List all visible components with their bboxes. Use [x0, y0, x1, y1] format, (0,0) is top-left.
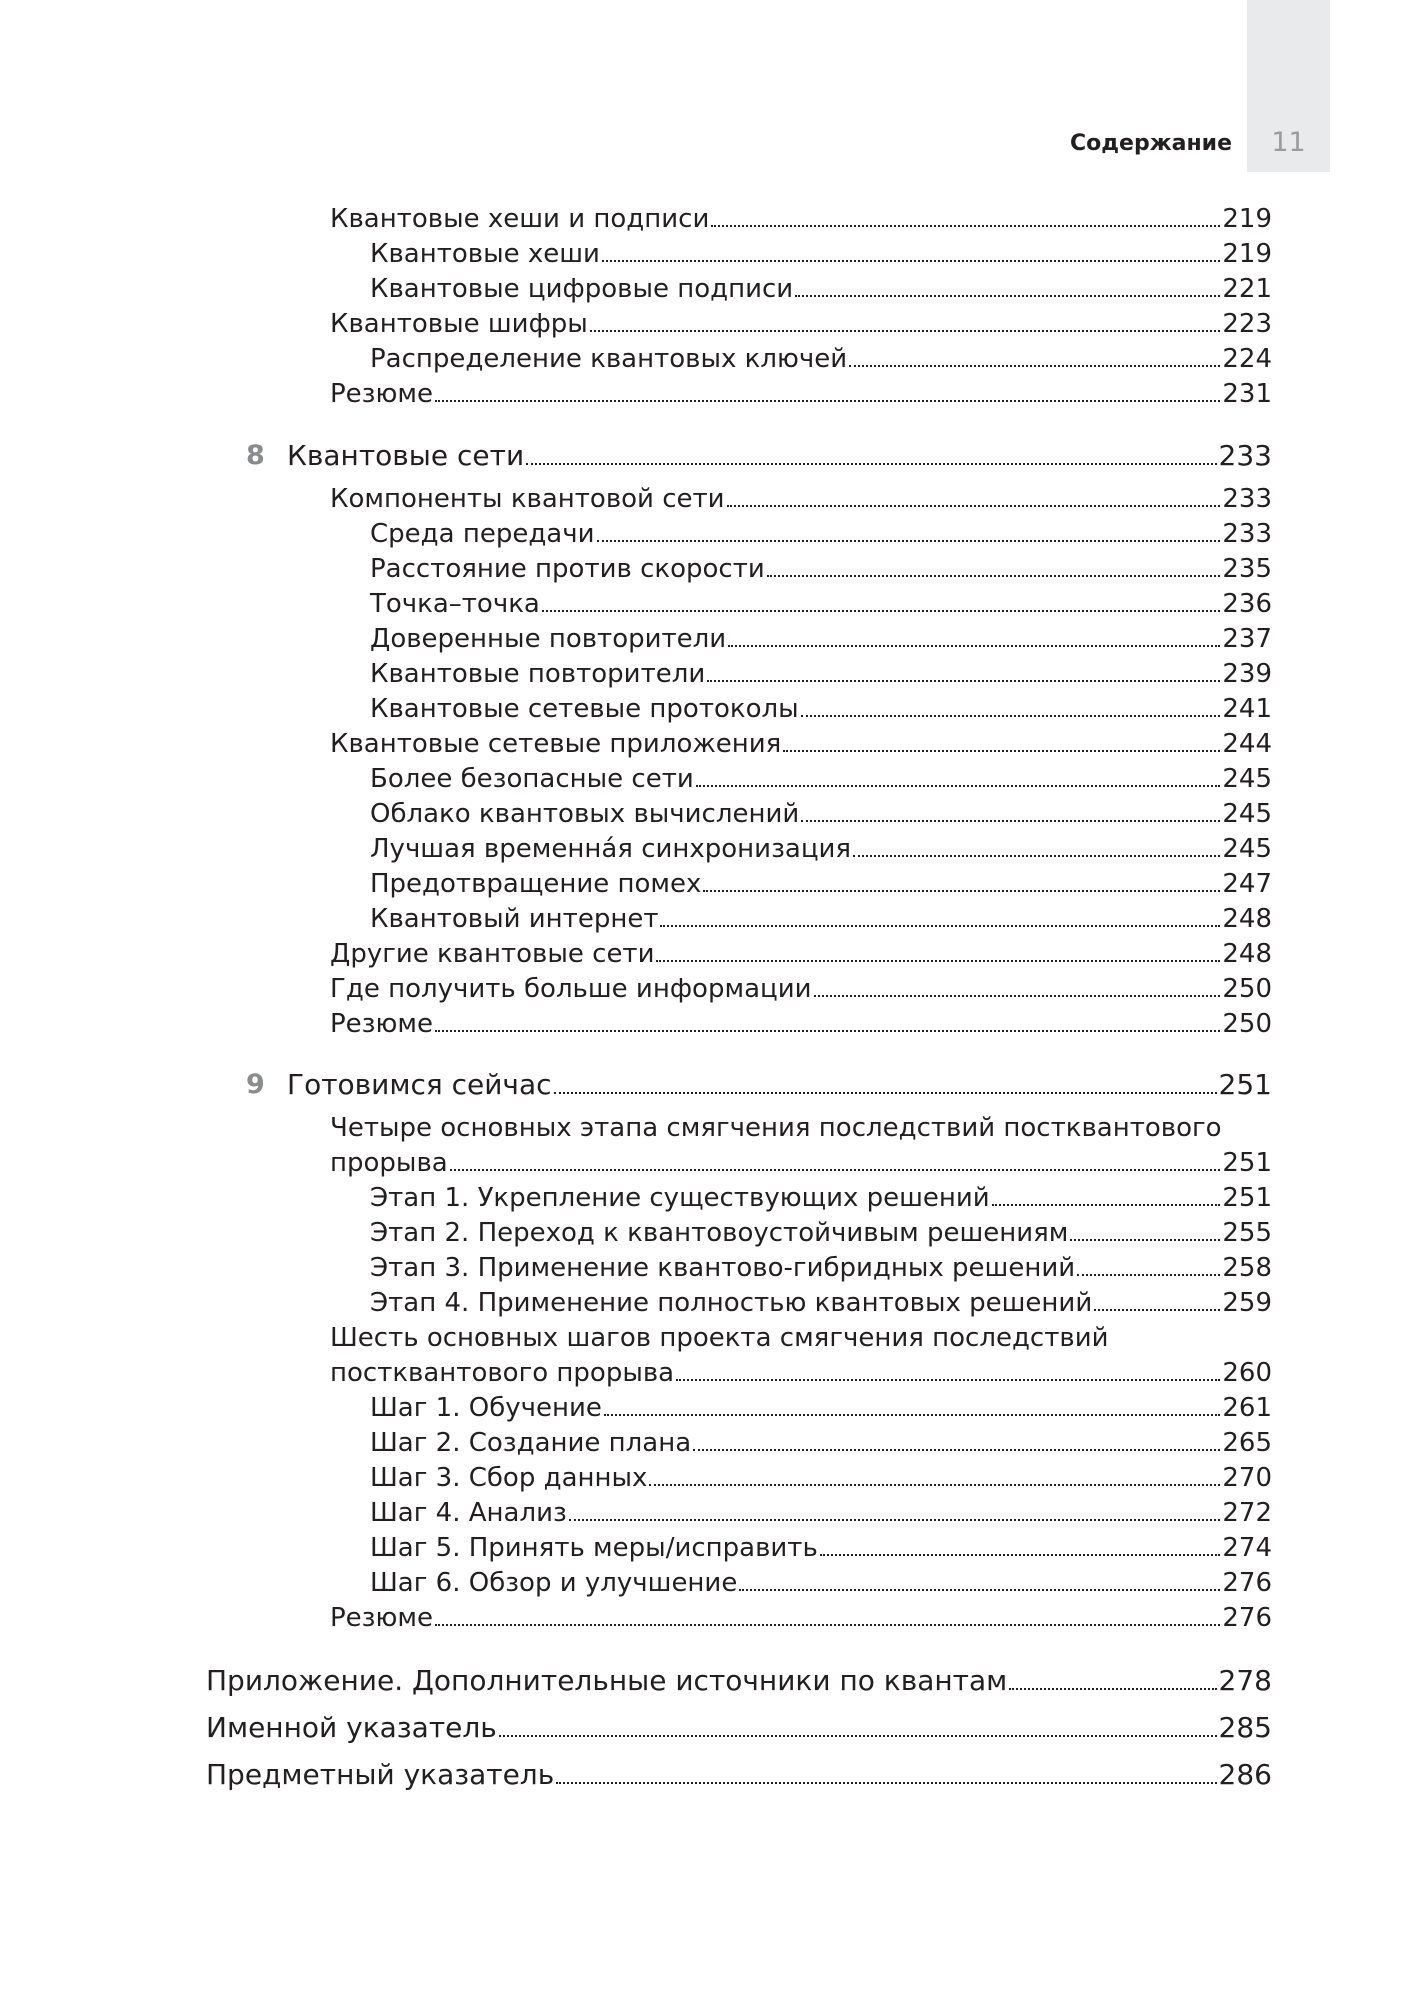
- toc-entry[interactable]: [370, 1391, 1272, 1425]
- toc-entry[interactable]: [330, 1601, 1272, 1635]
- toc-leader: [676, 1379, 1220, 1381]
- toc-entry[interactable]: [370, 622, 1272, 656]
- toc-leader: [1009, 1688, 1216, 1690]
- toc-entry-page: 233: [1222, 484, 1272, 514]
- toc-entry-title: Готовимся сейчас: [287, 1068, 552, 1101]
- toc-entry-title: Именной указатель: [206, 1711, 497, 1744]
- toc-entry-page: 245: [1222, 764, 1272, 794]
- toc-entry[interactable]: [370, 692, 1272, 726]
- toc-leader: [450, 1169, 1221, 1171]
- toc-leader: [820, 1554, 1221, 1556]
- toc-entry-page: 245: [1222, 834, 1272, 864]
- toc-entry-title: Резюме: [330, 379, 433, 409]
- toc-leader: [853, 855, 1220, 857]
- toc-entry[interactable]: [370, 832, 1272, 866]
- toc-entry-title: Распределение квантовых ключей: [370, 344, 848, 374]
- toc-entry-title: Шаг 1. Обучение: [370, 1393, 602, 1423]
- toc-entry-page: 223: [1222, 309, 1272, 339]
- toc-chapter-entry[interactable]: [287, 438, 1272, 474]
- toc-entry-page: 251: [1222, 1183, 1272, 1213]
- toc-leader: [992, 1204, 1221, 1206]
- toc-entry-page: 245: [1222, 799, 1272, 829]
- toc-entry-title: Облако квантовых вычислений: [370, 799, 800, 829]
- toc-entry[interactable]: [330, 377, 1272, 411]
- toc-entry-title: Приложение. Дополнительные источники по квантам: [206, 1664, 1008, 1697]
- toc-leader: [739, 1589, 1220, 1591]
- toc-entry-title: Квантовые шифры: [330, 309, 588, 339]
- toc-entry-page: 285: [1218, 1711, 1272, 1744]
- toc-leader: [727, 505, 1221, 507]
- toc-entry-page: 248: [1222, 939, 1272, 969]
- toc-entry-page: 219: [1222, 239, 1272, 269]
- toc-leader: [814, 995, 1221, 997]
- toc-backmatter-entry[interactable]: [206, 1663, 1272, 1699]
- toc-leader: [728, 645, 1220, 647]
- toc-entry-page: 251: [1218, 1068, 1272, 1101]
- toc-entry-page: 259: [1222, 1288, 1272, 1318]
- toc-leader: [703, 890, 1220, 892]
- toc-entry-page: 239: [1222, 659, 1272, 689]
- toc-entry-page: 251: [1222, 1148, 1272, 1178]
- toc-entry-title: Среда передачи: [370, 519, 595, 549]
- toc-leader: [795, 295, 1220, 297]
- toc-entry-page: 233: [1222, 519, 1272, 549]
- toc-leader: [801, 820, 1220, 822]
- toc-entry[interactable]: [370, 1251, 1272, 1285]
- toc-leader: [649, 1484, 1220, 1486]
- toc-entry-page: 274: [1222, 1533, 1272, 1563]
- toc-entry-title: Расстояние против скорости: [370, 554, 765, 584]
- toc-entry[interactable]: [370, 902, 1272, 936]
- toc-entry[interactable]: [370, 1566, 1272, 1600]
- toc-leader: [801, 715, 1221, 717]
- toc-entry-page: 286: [1218, 1758, 1272, 1791]
- toc-entry-page: 233: [1218, 439, 1272, 472]
- toc-entry-page: 255: [1222, 1218, 1272, 1248]
- toc-leader: [542, 610, 1221, 612]
- toc-entry-title: Шаг 5. Принять меры/исправить: [370, 1533, 818, 1563]
- toc-entry[interactable]: [330, 972, 1272, 1006]
- toc-entry-page: 276: [1222, 1603, 1272, 1633]
- toc-entry-title: Резюме: [330, 1009, 433, 1039]
- toc-entry-title: Шаг 4. Анализ: [370, 1498, 567, 1528]
- toc-entry-page: 261: [1222, 1393, 1272, 1423]
- toc-leader: [499, 1735, 1217, 1737]
- toc-entry-page: 236: [1222, 589, 1272, 619]
- toc-leader: [849, 365, 1220, 367]
- toc-leader: [1077, 1274, 1220, 1276]
- toc-entry[interactable]: [330, 1356, 1272, 1390]
- toc-leader: [435, 1030, 1220, 1032]
- toc-leader: [604, 1414, 1220, 1416]
- toc-entry[interactable]: [330, 482, 1272, 516]
- toc-leader: [435, 400, 1220, 402]
- toc-entry[interactable]: [370, 272, 1272, 306]
- toc-entry[interactable]: [370, 1216, 1272, 1250]
- toc-entry-page: 248: [1222, 904, 1272, 934]
- toc-entry-page: 235: [1222, 554, 1272, 584]
- toc-leader: [711, 225, 1220, 227]
- toc-leader: [597, 540, 1221, 542]
- toc-entry-page: 270: [1222, 1463, 1272, 1493]
- toc-entry-page: 258: [1222, 1253, 1272, 1283]
- toc-leader: [693, 1449, 1220, 1451]
- toc-entry-title: Компоненты квантовой сети: [330, 484, 725, 514]
- toc-entry-title: Шаг 3. Сбор данных: [370, 1463, 648, 1493]
- toc-leader: [435, 1624, 1220, 1626]
- toc-entry-title-line1: Четыре основных этапа смягчения последствий постквантового: [330, 1113, 1222, 1143]
- toc-entry-page: 260: [1222, 1358, 1272, 1388]
- toc-entry-title: постквантового прорыва: [330, 1358, 675, 1388]
- toc-entry-title: Доверенные повторители: [370, 624, 727, 654]
- toc-entry-page: 241: [1222, 694, 1272, 724]
- toc-entry[interactable]: [370, 552, 1272, 586]
- toc-entry[interactable]: [370, 1286, 1272, 1320]
- toc-leader: [556, 1782, 1216, 1784]
- toc-entry-title: Предметный указатель: [206, 1758, 555, 1791]
- toc-entry[interactable]: [330, 727, 1272, 761]
- toc-leader: [656, 960, 1220, 962]
- toc-entry[interactable]: [330, 1007, 1272, 1041]
- toc-entry-page: 231: [1222, 379, 1272, 409]
- toc-entry[interactable]: [370, 1426, 1272, 1460]
- toc-entry-page: 276: [1222, 1568, 1272, 1598]
- toc-leader: [526, 463, 1216, 465]
- toc-leader: [569, 1519, 1221, 1521]
- toc-entry-title: Квантовые повторители: [370, 659, 706, 689]
- toc-entry-title: Шаг 6. Обзор и улучшение: [370, 1568, 738, 1598]
- toc-entry[interactable]: [370, 657, 1272, 691]
- toc-entry-title: Этап 3. Применение квантово-гибридных решений: [370, 1253, 1076, 1283]
- toc-entry-title: Этап 2. Переход к квантовоустойчивым решениям: [370, 1218, 1069, 1248]
- toc-leader: [707, 680, 1220, 682]
- toc-entry-page: 224: [1222, 344, 1272, 374]
- toc-backmatter-entry[interactable]: [206, 1710, 1272, 1746]
- toc-entry[interactable]: [370, 342, 1272, 376]
- toc-entry-page: 272: [1222, 1498, 1272, 1528]
- toc-entry[interactable]: [370, 1181, 1272, 1215]
- toc-entry[interactable]: [370, 1461, 1272, 1495]
- toc-leader: [1070, 1239, 1220, 1241]
- toc-entry-title: Квантовые сетевые протоколы: [370, 694, 799, 724]
- toc-entry[interactable]: [370, 517, 1272, 551]
- toc-leader: [602, 260, 1220, 262]
- toc-entry-title: Квантовые сетевые приложения: [330, 729, 782, 759]
- toc-entry-title: Точка–точка: [370, 589, 540, 619]
- toc-chapter-entry[interactable]: [287, 1067, 1272, 1103]
- toc-entry-page: 219: [1222, 204, 1272, 234]
- toc-leader: [1094, 1309, 1220, 1311]
- toc-leader: [554, 1092, 1217, 1094]
- toc-entry-page: 237: [1222, 624, 1272, 654]
- toc-entry-title: Квантовые сети: [287, 439, 525, 472]
- toc-entry-page: 250: [1222, 1009, 1272, 1039]
- chapter-number: 8: [246, 440, 265, 471]
- toc-leader: [696, 785, 1221, 787]
- toc-leader: [590, 330, 1221, 332]
- toc-entry-title: Этап 1. Укрепление существующих решений: [370, 1183, 990, 1213]
- running-head: Содержание: [1070, 131, 1232, 156]
- toc-entry-title: Шаг 2. Создание плана: [370, 1428, 692, 1458]
- toc-entry[interactable]: [370, 1531, 1272, 1565]
- toc-entry-title: Резюме: [330, 1603, 433, 1633]
- toc-entry[interactable]: [370, 587, 1272, 621]
- toc-entry[interactable]: [370, 797, 1272, 831]
- toc-entry-page: 278: [1218, 1664, 1272, 1697]
- toc-entry-page: 265: [1222, 1428, 1272, 1458]
- toc-entry-page: 247: [1222, 869, 1272, 899]
- toc-entry-title: Другие квантовые сети: [330, 939, 655, 969]
- toc-entry[interactable]: [370, 867, 1272, 901]
- toc-leader: [660, 925, 1220, 927]
- toc-entry-title: Лучшая временна́я синхронизация: [370, 834, 852, 864]
- toc-leader: [767, 575, 1221, 577]
- toc-entry-title: прорыва: [330, 1148, 448, 1178]
- toc-entry-title: Квантовые хеши: [370, 239, 600, 269]
- toc-entry-title: Где получить больше информации: [330, 974, 812, 1004]
- toc-entry[interactable]: [330, 1146, 1272, 1180]
- toc-entry[interactable]: [370, 1496, 1272, 1530]
- toc-entry-title: Квантовый интернет: [370, 904, 659, 934]
- toc-entry-title-line1: Шесть основных шагов проекта смягчения последствий: [330, 1323, 1109, 1353]
- chapter-number: 9: [246, 1069, 265, 1100]
- toc-entry[interactable]: [330, 307, 1272, 341]
- toc-backmatter-entry[interactable]: [206, 1757, 1272, 1793]
- toc-entry-page: 244: [1222, 729, 1272, 759]
- toc-entry-title: Квантовые хеши и подписи: [330, 204, 710, 234]
- toc-entry[interactable]: [370, 237, 1272, 271]
- toc-entry[interactable]: [330, 202, 1272, 236]
- toc-entry-title: Квантовые цифровые подписи: [370, 274, 794, 304]
- toc-leader: [783, 750, 1220, 752]
- toc-entry-title: Предотвращение помех: [370, 869, 702, 899]
- page-number: 11: [1271, 127, 1306, 158]
- toc-entry-page: 221: [1222, 274, 1272, 304]
- toc-entry[interactable]: [370, 762, 1272, 796]
- toc-entry[interactable]: [330, 937, 1272, 971]
- toc-entry-page: 250: [1222, 974, 1272, 1004]
- toc-entry-title: Этап 4. Применение полностью квантовых решений: [370, 1288, 1093, 1318]
- toc-entry-title: Более безопасные сети: [370, 764, 694, 794]
